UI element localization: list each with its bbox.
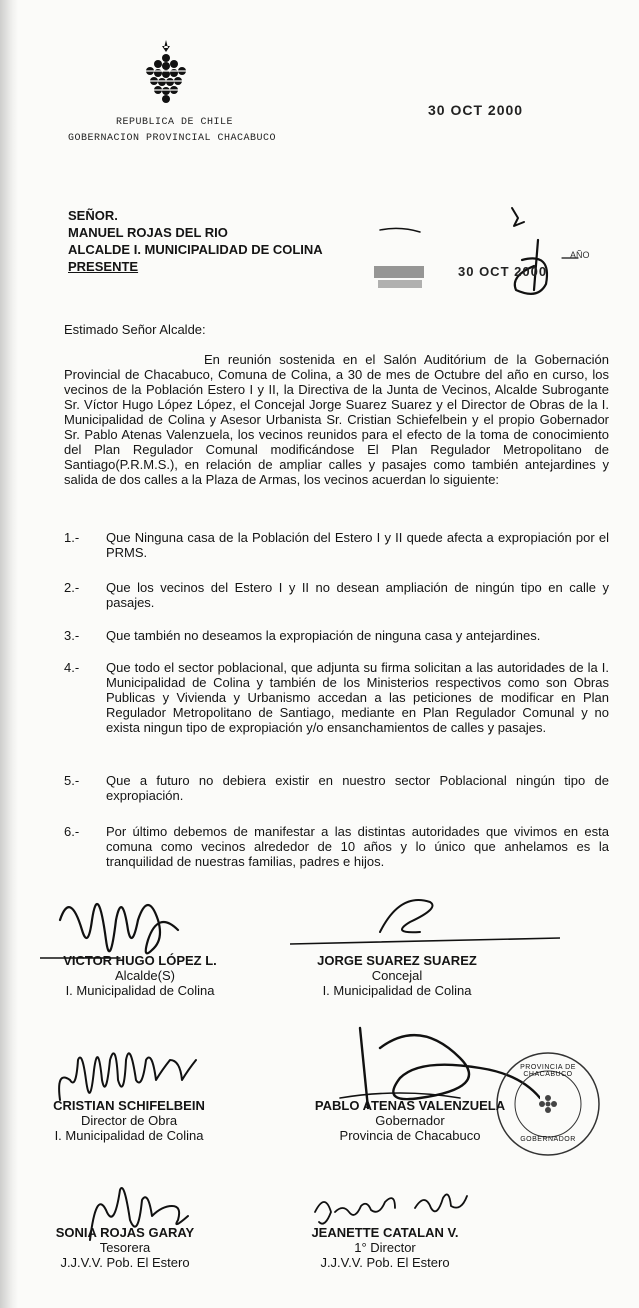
signer-role: Director de Obra: [80, 1113, 178, 1128]
list-item-2: [64, 580, 609, 610]
signer-name: VICTOR HUGO LÓPEZ L.: [63, 953, 217, 968]
signature-block-rojas: [30, 1225, 220, 1270]
item-number: 5.-: [64, 773, 80, 788]
item-text: Que los vecinos del Estero I y II no desean ampliación de ningún tipo en calle y pasajes.: [106, 580, 609, 610]
signature-block-catalan: [300, 1225, 470, 1270]
item-text: Que todo el sector poblacional, que adjunta su firma solicitan a las autoridades de la I. Municipalidad de Colina y también de los Ministerios respectivos como son Obras Publicas y Vivienda y Urbanismo accedan a las peticiones de modificar en Plan Regulador Metropolitano de Santiago, mediante en Plan Regulador Comunal y no exista ningun tipo de expropiación y/o ensanchamientos de calles y pasajes.: [106, 660, 609, 735]
signer-name: SONIA ROJAS GARAY: [55, 1225, 195, 1240]
scan-edge-shadow: [0, 0, 18, 1308]
list-item-3: [64, 628, 609, 643]
signer-role: Alcalde(S): [115, 968, 175, 983]
item-number: 4.-: [64, 660, 80, 675]
intro-paragraph: En reunión sostenida en el Salón Auditórium de la Gobernación Provincial de Chacabuco, Comuna de Colina, a 30 de mes de Octubre del año en curso, los vecinos de la Población Estero I y II, la Directiva de la Junta de Vecinos, Alcalde Subrogante Sr. Víctor Hugo López López, el Concejal Jorge Suarez Suarez y el Director de Obras de la I. Municipalidad de Colina y Asesor Urbanista Sr. Cristian Schiefelbein y el propio Gobernador Sr. Pablo Atenas Valenzuela, los vecinos reunidos para el efecto de la toma de conocimiento del Plan Regulador Comunal modificándose El Plan Regulador Metropolitano de Santiago(P.R.M.S.), en relación de ampliar calles y pasajes como también antejardines y salida de dos calles a la Plaza de Armas, los vecinos acuerdan lo siguiente:: [64, 352, 609, 487]
list-item-1: [64, 530, 609, 560]
item-number: 1.-: [64, 530, 80, 545]
item-text: Por último debemos de manifestar a las distintas autoridades que vivimos en esta comuna como vecinos alrededor de 10 años y lo único que anhelamos es la tranquilidad de nuestras familias, padres e hijos.: [106, 824, 609, 869]
signer-role: Gobernador: [375, 1113, 445, 1128]
signer-org: Provincia de Chacabuco: [339, 1128, 481, 1143]
signer-name: CRISTIAN SCHIFELBEIN: [53, 1098, 205, 1113]
signer-name: PABLO ATENAS VALENZUELA: [314, 1098, 506, 1113]
item-text: Que también no deseamos la expropiación de ninguna casa y antejardines.: [106, 628, 541, 643]
signature-block-suarez: [300, 953, 494, 998]
item-text: Que a futuro no debiera existir en nuestro sector Poblacional ningún tipo de expropiación.: [106, 773, 609, 803]
item-number: 2.-: [64, 580, 80, 595]
list-item-5: [64, 773, 609, 803]
recipient-block: [68, 207, 323, 275]
recipient-position: ALCALDE I. MUNICIPALIDAD DE COLINA: [68, 242, 323, 257]
signature-block-atenas: [300, 1098, 520, 1143]
stamp-smudge-icon: [372, 200, 602, 310]
signer-org: I. Municipalidad de Colina: [54, 1128, 204, 1143]
item-text: Que Ninguna casa de la Población del Estero I y II quede afecta a expropiación por el PRMS.: [106, 530, 609, 560]
header-date: 30 OCT 2000: [428, 102, 524, 118]
signer-name: JORGE SUAREZ SUAREZ: [317, 953, 477, 968]
chilean-government-emblem-icon: [140, 38, 192, 108]
item-number: 3.-: [64, 628, 80, 643]
signer-role: Tesorera: [99, 1240, 151, 1255]
stamp-date: 30 OCT 2000: [458, 264, 548, 279]
signature-block-schifelbein: [24, 1098, 234, 1143]
list-item-6: [64, 824, 609, 869]
signer-role: Concejal: [371, 968, 423, 983]
recipient-title: SEÑOR.: [68, 208, 118, 223]
signer-org: I. Municipalidad de Colina: [65, 983, 215, 998]
list-item-4: [64, 660, 609, 735]
salutation: Estimado Señor Alcalde:: [64, 322, 206, 337]
signer-org: I. Municipalidad de Colina: [322, 983, 472, 998]
seal-top-text: PROVINCIA DE CHACABUCO: [520, 1064, 576, 1078]
signer-org: J.J.V.V. Pob. El Estero: [320, 1255, 450, 1270]
stamp-year-label: AÑO: [570, 250, 590, 260]
signer-role: 1° Director: [354, 1240, 416, 1255]
received-stamp: [372, 200, 602, 310]
seal-bottom-text: GOBERNADOR: [520, 1136, 576, 1143]
signature-block-lopez: [40, 953, 240, 998]
signer-name: JEANETTE CATALAN V.: [311, 1225, 459, 1240]
item-number: 6.-: [64, 824, 80, 839]
recipient-name: MANUEL ROJAS DEL RIO: [68, 225, 228, 240]
recipient-presente: PRESENTE: [68, 259, 139, 274]
signature-suarez-icon: [290, 892, 560, 952]
signer-org: J.J.V.V. Pob. El Estero: [60, 1255, 190, 1270]
header-gobernacion: GOBERNACION PROVINCIAL CHACABUCO: [68, 133, 277, 144]
header-republic: REPUBLICA DE CHILE: [116, 117, 234, 128]
